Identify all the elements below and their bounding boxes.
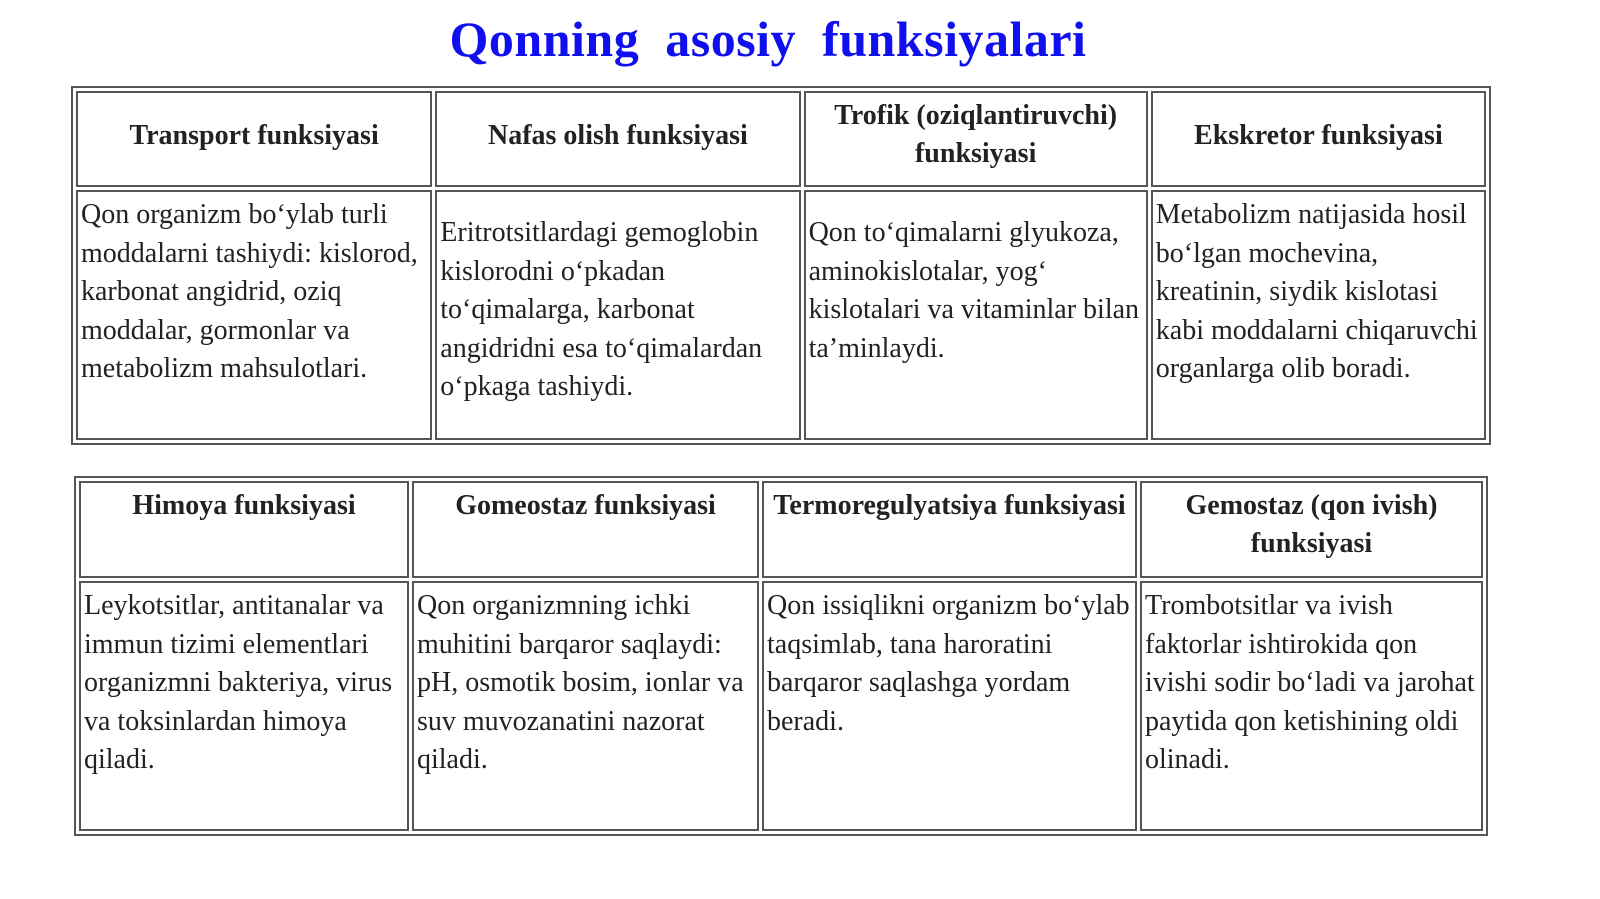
table-header-row — [76, 91, 1486, 187]
header-excretory: Ekskretor funksiyasi — [1151, 91, 1486, 187]
cell-trophic: Qon to‘qimalarni glyukoza, aminokislotalar, yog‘ kislotalari va vitaminlar bilan ta’minlaydi. — [804, 190, 1148, 440]
header-hemostasis: Gemostaz (qon ivish) funksiyasi — [1140, 481, 1483, 578]
header-homeostasis: Gomeostaz funksiyasi — [412, 481, 759, 578]
functions-table-2 — [74, 476, 1488, 836]
cell-hemostasis: Trombotsitlar va ivish faktorlar ishtirokida qon ivishi sodir bo‘ladi va jarohat paytida qon ketishining oldi olinadi. — [1140, 581, 1483, 831]
cell-thermoregulation: Qon issiqlikni organizm bo‘ylab taqsimlab, tana haroratini barqaror saqlashga yordam beradi. — [762, 581, 1137, 831]
header-respiratory: Nafas olish funksiyasi — [435, 91, 800, 187]
cell-excretory: Metabolizm natijasida hosil bo‘lgan mochevina, kreatinin, siydik kislotasi kabi moddalarni chiqaruvchi organlarga olib boradi. — [1151, 190, 1486, 440]
table-row — [79, 581, 1483, 831]
cell-transport: Qon organizm bo‘ylab turli moddalarni tashiydi: kislorod, karbonat angidrid, oziq moddalar, gormonlar va metabolizm mahsulotlari. — [76, 190, 432, 440]
functions-table-1 — [71, 86, 1491, 445]
cell-protective: Leykotsitlar, antitanalar va immun tizimi elementlari organizmni bakteriya, virus va toksinlardan himoya qiladi. — [79, 581, 409, 831]
page-title: Qonning asosiy funksiyalari — [449, 11, 1087, 67]
cell-respiratory: Eritrotsitlardagi gemoglobin kislorodni o‘pkadan to‘qimalarga, karbonat angidridni esa to‘qimalardan o‘pkaga tashiydi. — [435, 190, 800, 440]
header-transport: Transport funksiyasi — [76, 91, 432, 187]
header-trophic: Trofik (oziqlantiruvchi) funksiyasi — [804, 91, 1148, 187]
table-header-row — [79, 481, 1483, 578]
cell-homeostasis: Qon organizmning ichki muhitini barqaror saqlaydi: pH, osmotik bosim, ionlar va suv muvozanatini nazorat qiladi. — [412, 581, 759, 831]
header-thermoregulation: Termoregulyatsiya funksiyasi — [762, 481, 1137, 578]
table-row — [76, 190, 1486, 440]
header-protective: Himoya funksiyasi — [79, 481, 409, 578]
